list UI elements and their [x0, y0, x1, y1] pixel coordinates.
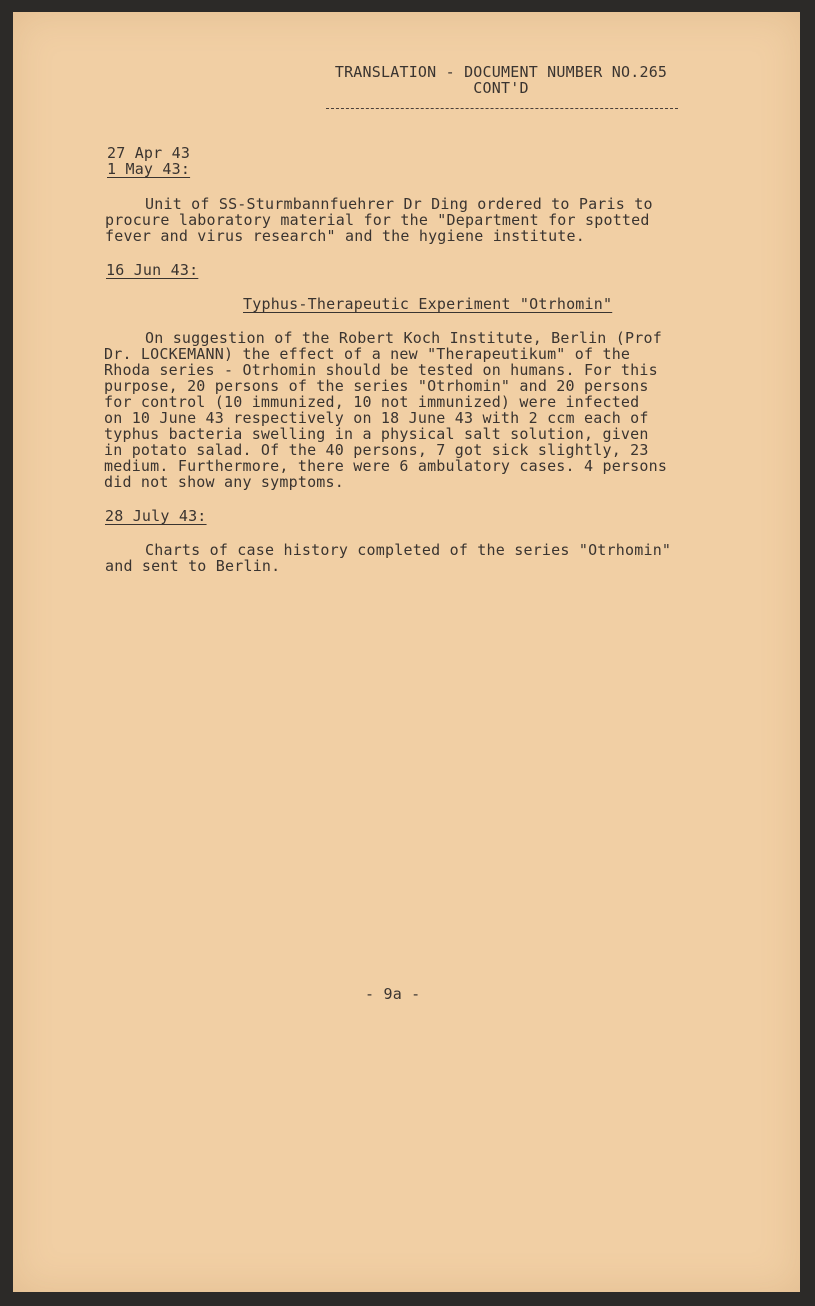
entry1-body-line: fever and virus research" and the hygiene institute.: [105, 227, 585, 245]
entry2-body-line: did not show any symptoms.: [104, 473, 344, 491]
entry1-body: [105, 196, 653, 244]
entry3-body: [105, 542, 671, 574]
document-title: TRANSLATION - DOCUMENT NUMBER NO.265: [334, 63, 668, 81]
entry2-body-line: purpose, 20 persons of the series "Otrhomin" and 20 persons: [104, 377, 649, 395]
entry1-date-line2: 1 May 43:: [107, 160, 191, 178]
entry1-body-line: Unit of SS-Sturmbannfuehrer Dr Ding ordered to Paris to: [145, 195, 653, 213]
entry2-body-line: On suggestion of the Robert Koch Institute, Berlin (Prof: [145, 329, 662, 347]
header-rule: [326, 108, 678, 109]
document-header: [325, 64, 677, 96]
document-page: [13, 12, 800, 1292]
entry2-body-line: medium. Furthermore, there were 6 ambulatory cases. 4 persons: [104, 457, 668, 475]
entry1-date-line1: 27 Apr 43: [107, 144, 191, 162]
entry2-body-line: typhus bacteria swelling in a physical salt solution, given: [104, 425, 649, 443]
entry2-body-line: Rhoda series - Otrhomin should be tested on humans. For this: [104, 361, 658, 379]
entry2-body-line: in potato salad. Of the 40 persons, 7 got sick slightly, 23: [104, 441, 649, 459]
entry2-body-line: for control (10 immunized, 10 not immunized) were infected: [104, 393, 640, 411]
entry2-body: [104, 330, 667, 490]
entry3-body-line: and sent to Berlin.: [105, 557, 281, 575]
entry3-date: 28 July 43:: [105, 507, 207, 525]
document-subtitle: CONT'D: [473, 79, 529, 97]
entry3-body-line: Charts of case history completed of the series "Otrhomin": [145, 541, 672, 559]
entry2-body-line: on 10 June 43 respectively on 18 June 43 with 2 ccm each of: [104, 409, 649, 427]
entry2-body-line: Dr. LOCKEMANN) the effect of a new "Therapeutikum" of the: [104, 345, 631, 363]
entry1-body-line: procure laboratory material for the "Department for spotted: [105, 211, 650, 229]
page-number: - 9a -: [365, 985, 421, 1003]
entry2-heading: Typhus-Therapeutic Experiment "Otrhomin": [243, 295, 613, 313]
entry2-date: 16 Jun 43:: [106, 261, 199, 279]
